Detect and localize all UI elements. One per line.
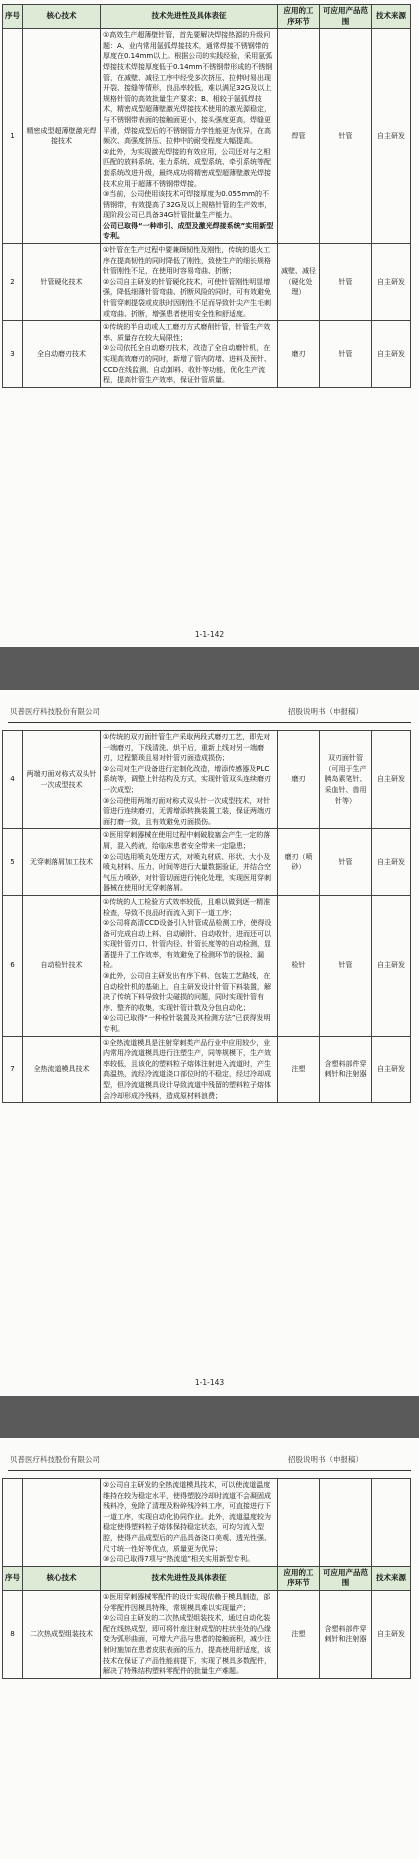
row-range: 针管 bbox=[320, 244, 372, 321]
row-source: 自主研发 bbox=[372, 244, 411, 321]
row-num: 6 bbox=[3, 895, 23, 1036]
desc-para: ②公司自主研发的全热流道模具技术，可以使流道温度维持在较为稳定水平，使得塑胶冷却时流道不会凝固成残料冷，免除了清理及粉碎残冷料工序，可直接进行下一道工序，实现自动化协同作业。此外，流道温度较为稳定使得塑料粒子熔体保持稳定状态，可均匀流入型腔，使得产品成型后的产品具备浇口美观、透光性强、尺寸统一性好等优点，质量更为优异； bbox=[103, 1481, 271, 1553]
row-desc bbox=[101, 731, 278, 829]
desc-para: ②此外，为实现激光焊接的有效应用，公司还对与之相匹配的放料系统、张力系统、成型系统、牵引系统等配套系统改进升级，最终成功将精密成型超薄壁激光焊接技术应用于超薄不锈钢带焊接。 bbox=[103, 147, 271, 188]
row-step: 注塑 bbox=[278, 1036, 320, 1103]
desc-para: ①传统的半自动或人工磨刃方式磨削针管，针管生产效率、质量存在较大局限性； bbox=[103, 323, 271, 342]
row-tech: 全热流道模具技术 bbox=[23, 1036, 101, 1103]
row-tech: 精密成型超薄壁激光焊接技术 bbox=[23, 29, 101, 244]
header-doc-title: 招股说明书（申报稿） bbox=[288, 707, 363, 716]
desc-para: ①全热流道模具是注射穿刺类产品行业中应用较少，业内常用冷流道模具进行注塑生产，同等规模下，生产效率较低，且该化的塑料粒子熔体注射进入流道时，产生高温热，流经冷流道浇口部位时的不稳定，经过冷却成型，但冷流道模具设计导致流道中残留的塑料粒子熔体会冷却形成冷残料，造成原材料浪费； bbox=[103, 1038, 271, 1100]
desc-para: ②公司自主研发的针管硬化技术，可使针管刚性明显增强，降低细薄针管弯曲、折断风险的同时，可有效避免针管穿刺提袋或皮肤时因刚性不足而导致针尖产生毛刺或弯曲、折断，增强患者使用安全性和舒适度。 bbox=[103, 277, 271, 318]
row-range bbox=[320, 1479, 372, 1567]
desc-para: ③当前，公司使用该技术可焊接厚度为0.055mm的不锈钢带，有效提高了32G及以上规格针管的生产效率，现阶段公司已具备34G针管批量生产能力。 bbox=[103, 190, 272, 220]
col-header-step: 应用的工序环节 bbox=[278, 1566, 320, 1590]
row-step: 减壁、减径（硬化处理） bbox=[278, 244, 320, 321]
desc-para: ③此外，公司自主研发出有序下料、包装工艺路线，在自动检针机的基础上，自主研发设计针管下料装置，解决了传统下料导致针尖碰损的问题，同时实现针管有序、整齐的收集，实现针管计数及分包自动化； bbox=[103, 972, 271, 1012]
row-desc bbox=[101, 321, 278, 388]
row-range: 含塑料部件穿刺针和注射器 bbox=[320, 1590, 372, 1678]
desc-para: ③公司使用两端刃面对称式双头针一次成型技术，对针管进行连续磨刃，无需增添转换装置工装，保证两端刃面打磨一致，且有效避免刃面损伤。 bbox=[103, 796, 271, 826]
header-company: 贝普医疗科技股份有限公司 bbox=[10, 707, 100, 716]
core-tech-table-page-2 bbox=[2, 730, 411, 1103]
table-row bbox=[3, 244, 411, 321]
desc-para: ②公司选用喷丸处理方式，对喷丸材质、形状、大小及喷丸材料、压力、时间等进行大量数据验证，并结合空气压力喷砂，对针管切面进行钝化处理，实现医用穿刺器械在使用时无穿刺落屑。 bbox=[103, 852, 271, 893]
row-tech: 二次热成型组装技术 bbox=[23, 1590, 101, 1678]
row-desc bbox=[101, 1036, 278, 1103]
table-row-continued bbox=[3, 1479, 411, 1567]
desc-para: ②公司将高清CCD设备引入针管成品检测工序，使得设备可完成自动上料、自动刷针、自动收针，进而还可以实现针管刃口、针管内径、针管长度等的自动检测，显著提升了工作效率，有效避免了检测环节的误检、漏检。 bbox=[103, 919, 272, 970]
row-source: 自主研发 bbox=[372, 829, 411, 896]
row-desc bbox=[101, 895, 278, 1036]
row-source: 自主研发 bbox=[372, 895, 411, 1036]
desc-para: ①医用穿刺器械在使用过程中刺破胶塞会产生一定的落屑，混入药液，给临床患者安全带来一定隐患； bbox=[103, 831, 271, 850]
row-range: 双刃面针管（可用于生产胰岛素笔针、采血针、兽用针等） bbox=[320, 731, 372, 829]
desc-para-patent: 公司已取得“一种串引、成型及激光焊接系统”实用新型专利。 bbox=[103, 221, 274, 241]
col-header-tech: 核心技术 bbox=[23, 5, 101, 29]
table-row bbox=[3, 731, 411, 829]
col-header-range: 可应用产品范围 bbox=[320, 1566, 372, 1590]
page-number: 1-1-142 bbox=[194, 630, 225, 639]
desc-para: ①医用穿刺器械零配件的设计实现依赖于模具制造，部分零配件因模具特殊，常规模具难以实现量产； bbox=[103, 1592, 271, 1612]
row-tech: 两端刃面对称式双头针一次成型技术 bbox=[23, 731, 101, 829]
row-source: 自主研发 bbox=[372, 1036, 411, 1103]
row-tech: 自动检针技术 bbox=[23, 895, 101, 1036]
core-tech-table-page-1 bbox=[2, 4, 411, 388]
page-header bbox=[0, 690, 419, 734]
col-header-source: 技术来源 bbox=[372, 5, 411, 29]
row-num: 2 bbox=[3, 244, 23, 321]
row-source bbox=[372, 1479, 411, 1567]
table-row bbox=[3, 29, 411, 244]
row-tech bbox=[23, 1479, 101, 1567]
col-header-desc: 技术先进性及具体表征 bbox=[101, 1566, 278, 1590]
header-doc-title: 招股说明书（申报稿） bbox=[288, 1455, 363, 1464]
header-company: 贝普医疗科技股份有限公司 bbox=[10, 1455, 100, 1464]
row-step: 注塑 bbox=[278, 1590, 320, 1678]
row-range: 针管 bbox=[320, 321, 372, 388]
desc-para: ①高效生产超薄壁针管，首先要解决焊接热源的升级问题：A、业内常用氩弧焊接技术，通常焊接不锈钢带的厚度在0.14mm以上。根据公司的实践经验，采用氩弧焊接技术焊接厚度低于0.14mm不锈钢带形成的不锈钢管，在减壁、减径工序中经受多次挤压、拉伸时易出现开裂、接缝等情形，良品率较低，难以满足32G及以上规格针管的高效批量生产要求；B、相较于氩弧焊技术，精密成型超薄壁激光焊接技术使用的激光源稳定，与不锈钢带表面的接触面更小，接头强度更高，焊缝更平滑，焊接成型后的不锈钢管力学性能更为优异，在高频次、高强度挤压、拉伸中的耐受程度大幅提高。 bbox=[103, 31, 273, 146]
col-header-tech: 核心技术 bbox=[23, 1566, 101, 1590]
table-row bbox=[3, 1590, 411, 1678]
row-tech: 无穿刺落屑加工技术 bbox=[23, 829, 101, 896]
desc-para: ①针管在生产过程中要兼顾韧性及刚性，传统的退火工序在提高韧性的同时降低了刚性，致使生产的细长规格针管刚性不足，在使用时容易弯曲、折断； bbox=[103, 246, 271, 276]
row-tech: 针管硬化技术 bbox=[23, 244, 101, 321]
row-step: 检针 bbox=[278, 895, 320, 1036]
row-source: 自主研发 bbox=[372, 731, 411, 829]
row-num: 3 bbox=[3, 321, 23, 388]
row-desc bbox=[101, 1590, 278, 1678]
row-step: 磨刃 bbox=[278, 321, 320, 388]
col-header-desc: 技术先进性及具体表征 bbox=[101, 5, 278, 29]
row-num: 4 bbox=[3, 731, 23, 829]
row-step bbox=[278, 1479, 320, 1567]
row-desc bbox=[101, 829, 278, 896]
table-header-row bbox=[3, 5, 411, 29]
header-rule bbox=[8, 1470, 411, 1471]
desc-para: ②公司对生产设备进行定制化改造，增添传感器及PLC系统等，调整上针结构及方式，实现针管双头连续磨刃一次成型； bbox=[103, 764, 271, 794]
col-header-num: 序号 bbox=[3, 5, 23, 29]
row-source: 自主研发 bbox=[372, 29, 411, 244]
row-tech: 全自动磨刃技术 bbox=[23, 321, 101, 388]
desc-para: ②公司依托全自动磨刃技术，改造了全自动磨针机，在实现高效磨刃的同时，新增了管内防堵、进料及预针、CCD在线监测、自动卸料、收针等功能，优化生产流程，提高针管生产效率，保证针管质量。 bbox=[103, 344, 271, 385]
header-rule bbox=[8, 722, 411, 723]
table-row bbox=[3, 321, 411, 388]
document-page-2 bbox=[0, 690, 419, 1396]
row-step: 焊管 bbox=[278, 29, 320, 244]
row-desc bbox=[101, 244, 278, 321]
row-source: 自主研发 bbox=[372, 321, 411, 388]
page-header bbox=[0, 1438, 419, 1482]
row-desc bbox=[101, 1479, 278, 1567]
row-source: 自主研发 bbox=[372, 1590, 411, 1678]
desc-para: ①传统的人工检验方式效率较低，且难以做到逐一精准检查，导致不良品时而流入到下一道工序； bbox=[103, 897, 271, 917]
row-range: 针管 bbox=[320, 895, 372, 1036]
table-row bbox=[3, 895, 411, 1036]
table-row bbox=[3, 829, 411, 896]
row-num bbox=[3, 1479, 23, 1567]
col-header-num: 序号 bbox=[3, 1566, 23, 1590]
table-row bbox=[3, 1036, 411, 1103]
col-header-range: 可应用产品范围 bbox=[320, 5, 372, 29]
col-header-step: 应用的工序环节 bbox=[278, 5, 320, 29]
page-number: 1-1-143 bbox=[194, 1378, 225, 1387]
desc-para: ①传统的双刃面针管生产采取两段式磨刃工艺，即先对一端磨刃，下线清洗、烘干后，重新上线对另一端磨刃，过程繁琐且易对针管刃面造成损伤； bbox=[103, 733, 271, 763]
core-tech-table-page-3 bbox=[2, 1478, 411, 1679]
row-num: 5 bbox=[3, 829, 23, 896]
row-step: 磨刃 bbox=[278, 731, 320, 829]
document-page-3 bbox=[0, 1438, 419, 1859]
row-num: 1 bbox=[3, 29, 23, 244]
row-range: 含塑料部件穿刺针和注射器 bbox=[320, 1036, 372, 1103]
row-range: 针管 bbox=[320, 29, 372, 244]
desc-para: ③公司已取得7项与“热流道”相关实用新型专利。 bbox=[103, 1555, 254, 1564]
desc-para: ②公司自主研发的二次热成型组装技术，通过自动化装配在线热成型，即可将针座注射成型的柱状坐处的凸缘变为弧形曲面，可增大产品与患者的接触面积，减少注射时施加在患者皮肤表面的压力，提高使用舒适度，该技术在保证了产品性能前提下，实现了模具多数配件，解决了特殊结构塑料零配件的批量生产难题。 bbox=[103, 1614, 271, 1676]
document-page-1 bbox=[0, 0, 419, 647]
row-desc bbox=[101, 29, 278, 244]
row-num: 8 bbox=[3, 1590, 23, 1678]
row-range: 针管 bbox=[320, 829, 372, 896]
row-step: 磨刃（喷砂） bbox=[278, 829, 320, 896]
col-header-source: 技术来源 bbox=[372, 1566, 411, 1590]
desc-para: ④公司已取得“一种检针装置及其检测方法”已获得发明专利。 bbox=[103, 1014, 271, 1034]
table-header-row bbox=[3, 1566, 411, 1590]
row-num: 7 bbox=[3, 1036, 23, 1103]
